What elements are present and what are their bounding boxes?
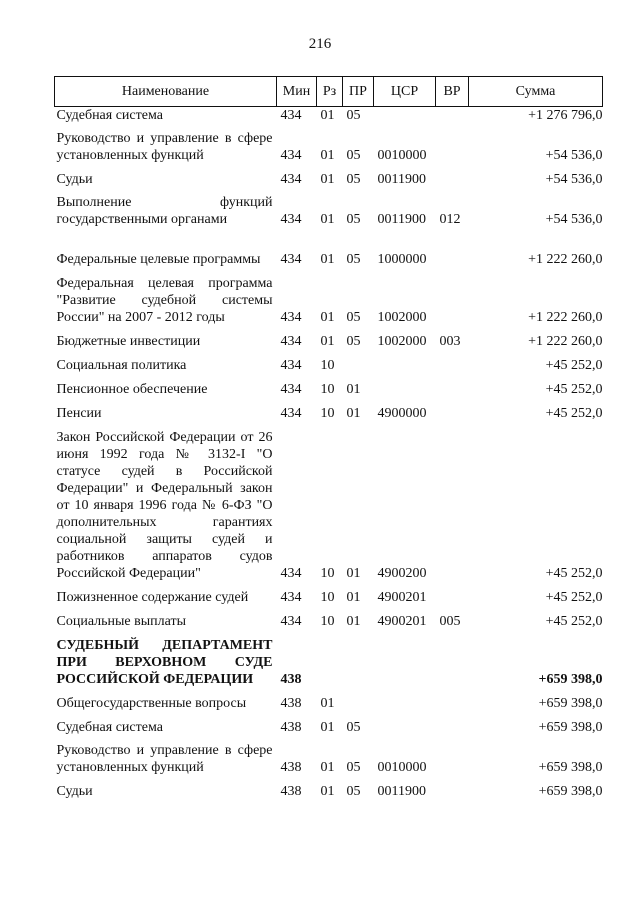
row-pr: 05 [346, 760, 361, 775]
budget-table [54, 76, 603, 804]
row-sum: +45 252,0 [545, 614, 603, 629]
table-row [55, 692, 603, 716]
row-sum: +1 276 796,0 [528, 108, 603, 123]
row-min: 434 [280, 148, 302, 163]
row-name: Общегосударственные вопросы [56, 696, 247, 711]
row-sum: +659 398,0 [538, 672, 603, 687]
row-rz: 01 [320, 784, 335, 799]
table-row [55, 780, 603, 804]
row-rz: 01 [320, 148, 335, 163]
row-pr: 01 [346, 382, 361, 397]
row-name: Судьи [56, 172, 93, 187]
row-name: Социальная политика [56, 358, 187, 373]
row-rz: 10 [320, 614, 335, 629]
row-min: 434 [280, 252, 302, 267]
row-name: Бюджетные инвестиции [56, 334, 201, 349]
header-vr: ВР [436, 77, 469, 107]
row-sum: +659 398,0 [538, 696, 603, 711]
row-min: 438 [280, 720, 302, 735]
row-sum: +659 398,0 [538, 720, 603, 735]
row-csr: 4900201 [377, 590, 427, 605]
row-csr [374, 716, 436, 740]
row-csr: 0011900 [377, 172, 426, 187]
row-sum: +659 398,0 [538, 784, 603, 799]
row-rz: 10 [320, 566, 335, 581]
row-vr [436, 168, 469, 192]
table-header-row [55, 77, 603, 107]
row-rz: 10 [320, 358, 335, 373]
row-name: Судебная система [56, 720, 163, 735]
row-name: Пожизненное содержание судей [56, 590, 249, 605]
row-pr: 05 [346, 252, 361, 267]
table-row [55, 168, 603, 192]
table-row [55, 402, 603, 426]
row-name: Федеральная целевая программа "Развитие судебной системы России" на 2007 - 2012 годы [56, 276, 273, 325]
row-csr: 4900200 [377, 566, 427, 581]
row-name: Социальные выплаты [56, 614, 187, 629]
row-name: Руководство и управление в сфере установленных функций [56, 131, 273, 163]
row-name: СУДЕБНЫЙ ДЕПАРТАМЕНТ ПРИ ВЕРХОВНОМ СУДЕ РОССИЙСКОЙ ФЕДЕРАЦИИ [56, 638, 273, 687]
row-pr [343, 634, 374, 692]
row-rz: 01 [320, 334, 335, 349]
row-pr: 05 [346, 720, 361, 735]
row-min: 438 [280, 696, 302, 711]
row-csr: 1000000 [377, 252, 427, 267]
row-rz: 01 [320, 212, 335, 227]
table-row [55, 634, 603, 692]
row-vr [436, 107, 469, 129]
header-rz: Рз [317, 77, 343, 107]
header-name: Наименование [55, 77, 277, 107]
row-csr: 1002000 [377, 310, 427, 325]
row-pr: 05 [346, 148, 361, 163]
table-row [55, 354, 603, 378]
row-min: 434 [280, 406, 302, 421]
row-vr [436, 128, 469, 168]
row-sum: +45 252,0 [545, 566, 603, 581]
row-vr [436, 232, 469, 272]
table-row [55, 128, 603, 168]
row-csr [374, 634, 436, 692]
row-sum: +54 536,0 [545, 212, 603, 227]
row-sum: +45 252,0 [545, 358, 603, 373]
row-pr: 05 [346, 108, 361, 123]
row-vr [436, 692, 469, 716]
row-vr [436, 634, 469, 692]
row-name: Закон Российской Федерации от 26 июня 1992 года № 3132-I "О статусе судей в Российской Федерации" и Федеральный закон от 10 января 1996 года № 6-ФЗ "О дополнительных гарантиях социальной защиты судей и работников аппаратов судов Российской Федерации" [56, 430, 273, 581]
row-sum: +1 222 260,0 [528, 252, 603, 267]
row-min: 438 [280, 760, 302, 775]
row-sum: +1 222 260,0 [528, 310, 603, 325]
row-rz: 01 [320, 720, 335, 735]
row-csr [374, 107, 436, 129]
row-min: 434 [280, 566, 302, 581]
row-vr: 003 [439, 334, 461, 349]
row-csr [374, 378, 436, 402]
header-csr: ЦСР [374, 77, 436, 107]
table-row [55, 107, 603, 129]
row-csr: 0011900 [377, 784, 426, 799]
row-rz: 01 [320, 696, 335, 711]
row-min: 438 [280, 784, 302, 799]
row-csr: 0010000 [377, 148, 427, 163]
row-rz: 10 [320, 406, 335, 421]
row-pr: 01 [346, 406, 361, 421]
row-vr: 005 [439, 614, 461, 629]
row-pr: 01 [346, 614, 361, 629]
row-csr: 4900201 [377, 614, 427, 629]
row-vr [436, 402, 469, 426]
row-vr: 012 [439, 212, 461, 227]
row-sum: +1 222 260,0 [528, 334, 603, 349]
row-min: 438 [280, 672, 302, 687]
row-rz: 01 [320, 108, 335, 123]
row-name: Пенсии [56, 406, 102, 421]
header-pr: ПР [343, 77, 374, 107]
row-min: 434 [280, 382, 302, 397]
table-row [55, 192, 603, 232]
row-rz [317, 634, 343, 692]
row-vr [436, 586, 469, 610]
row-pr [343, 692, 374, 716]
row-min: 434 [280, 590, 302, 605]
row-min: 434 [280, 614, 302, 629]
row-csr [374, 692, 436, 716]
table-row [55, 740, 603, 780]
table-body [55, 107, 603, 805]
row-rz: 01 [320, 252, 335, 267]
row-name: Судебная система [56, 108, 163, 123]
row-vr [436, 780, 469, 804]
row-vr [436, 426, 469, 586]
table-row [55, 586, 603, 610]
row-min: 434 [280, 310, 302, 325]
row-csr [374, 354, 436, 378]
row-min: 434 [280, 172, 302, 187]
row-name: Выполнение функций государственными органами [56, 195, 273, 227]
table-row [55, 232, 603, 272]
header-min: Мин [277, 77, 317, 107]
row-min: 434 [280, 108, 302, 123]
row-name: Федеральные целевые программы [56, 252, 261, 267]
row-pr: 05 [346, 310, 361, 325]
table-row [55, 272, 603, 330]
table-row [55, 330, 603, 354]
table-row [55, 378, 603, 402]
row-pr: 01 [346, 566, 361, 581]
table-row [55, 610, 603, 634]
row-csr: 1002000 [377, 334, 427, 349]
row-rz: 01 [320, 172, 335, 187]
row-csr: 0010000 [377, 760, 427, 775]
row-pr: 05 [346, 172, 361, 187]
row-sum: +45 252,0 [545, 382, 603, 397]
row-name: Руководство и управление в сфере установленных функций [56, 743, 273, 775]
row-pr [343, 354, 374, 378]
row-name: Пенсионное обеспечение [56, 382, 208, 397]
row-sum: +54 536,0 [545, 148, 603, 163]
row-vr [436, 272, 469, 330]
row-csr: 0011900 [377, 212, 426, 227]
row-pr: 05 [346, 784, 361, 799]
row-rz: 10 [320, 590, 335, 605]
row-pr: 01 [346, 590, 361, 605]
row-min: 434 [280, 358, 302, 373]
page-number: 216 [308, 36, 332, 52]
row-rz: 01 [320, 310, 335, 325]
row-sum: +45 252,0 [545, 406, 603, 421]
row-sum: +659 398,0 [538, 760, 603, 775]
row-vr [436, 740, 469, 780]
row-name: Судьи [56, 784, 93, 799]
row-rz: 01 [320, 760, 335, 775]
row-vr [436, 716, 469, 740]
row-rz: 10 [320, 382, 335, 397]
row-pr: 05 [346, 334, 361, 349]
row-sum: +45 252,0 [545, 590, 603, 605]
row-pr: 05 [346, 212, 361, 227]
row-sum: +54 536,0 [545, 172, 603, 187]
row-min: 434 [280, 334, 302, 349]
row-vr [436, 354, 469, 378]
row-csr: 4900000 [377, 406, 427, 421]
header-sum: Сумма [469, 77, 603, 107]
row-min: 434 [280, 212, 302, 227]
table-row [55, 716, 603, 740]
row-vr [436, 378, 469, 402]
table-row [55, 426, 603, 586]
